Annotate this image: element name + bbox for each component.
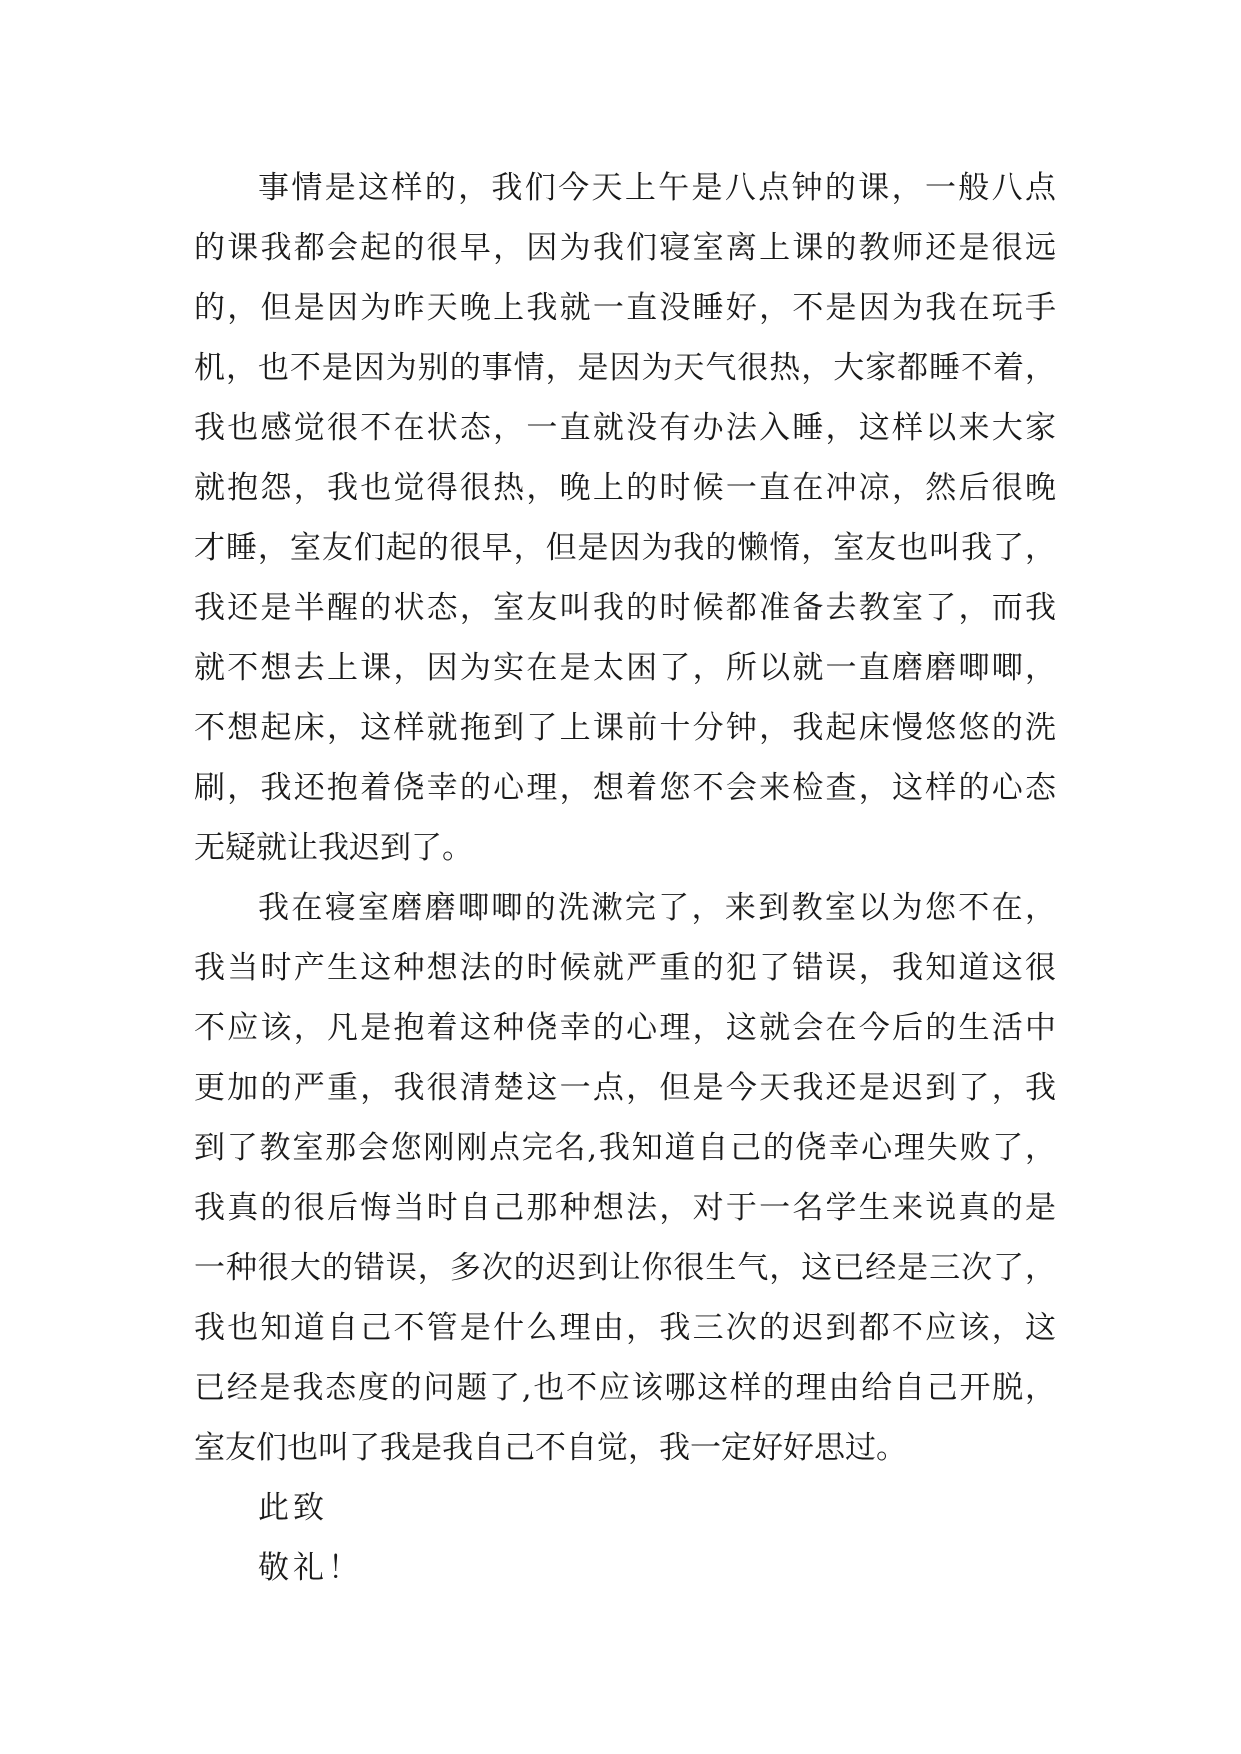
text-line: 更加的严重，我很清楚这一点，但是今天我还是迟到了，我 <box>194 1070 1056 1106</box>
text-line: 机，也不是因为别的事情，是因为天气很热，大家都睡不着， <box>194 350 1056 386</box>
text-line: 已经是我态度的问题了,也不应该哪这样的理由给自己开脱， <box>194 1370 1056 1406</box>
paragraph-2 <box>194 878 1056 1478</box>
closing-regards: 敬礼！ <box>258 1550 363 1586</box>
text-line: 我也知道自己不管是什么理由，我三次的迟到都不应该，这 <box>194 1310 1056 1346</box>
text-line: 就抱怨，我也觉得很热，晚上的时候一直在冲凉，然后很晚 <box>194 470 1056 506</box>
text-line: 我还是半醒的状态，室友叫我的时候都准备去教室了，而我 <box>194 590 1056 626</box>
text-line: 不想起床，这样就拖到了上课前十分钟，我起床慢悠悠的洗 <box>194 710 1056 746</box>
text-line: 我在寝室磨磨唧唧的洗漱完了，来到教室以为您不在， <box>258 890 1056 926</box>
text-line: 就不想去上课，因为实在是太困了，所以就一直磨磨唧唧， <box>194 650 1056 686</box>
paragraph-1 <box>194 158 1056 878</box>
text-line: 我也感觉很不在状态，一直就没有办法入睡，这样以来大家 <box>194 410 1056 446</box>
text-line: 事情是这样的，我们今天上午是八点钟的课，一般八点 <box>258 170 1056 206</box>
closing-salutation: 此致 <box>258 1490 328 1526</box>
text-line: 才睡，室友们起的很早，但是因为我的懒惰，室友也叫我了， <box>194 530 1056 566</box>
letter-body <box>194 158 1056 1598</box>
text-line: 刷，我还抱着侥幸的心理，想着您不会来检查，这样的心态 <box>194 770 1056 806</box>
text-line: 我真的很后悔当时自己那种想法，对于一名学生来说真的是 <box>194 1190 1056 1226</box>
text-line: 的课我都会起的很早，因为我们寝室离上课的教师还是很远 <box>194 230 1056 266</box>
closing <box>194 1478 1056 1598</box>
text-line: 一种很大的错误，多次的迟到让你很生气，这已经是三次了， <box>194 1250 1056 1286</box>
text-line: 到了教室那会您刚刚点完名,我知道自己的侥幸心理失败了， <box>194 1130 1056 1166</box>
text-line: 室友们也叫了我是我自己不自觉，我一定好好思过。 <box>194 1430 907 1466</box>
text-line: 我当时产生这种想法的时候就严重的犯了错误，我知道这很 <box>194 950 1056 986</box>
text-line: 的，但是因为昨天晚上我就一直没睡好，不是因为我在玩手 <box>194 290 1056 326</box>
text-line: 无疑就让我迟到了。 <box>194 830 473 866</box>
text-line: 不应该，凡是抱着这种侥幸的心理，这就会在今后的生活中 <box>194 1010 1056 1046</box>
